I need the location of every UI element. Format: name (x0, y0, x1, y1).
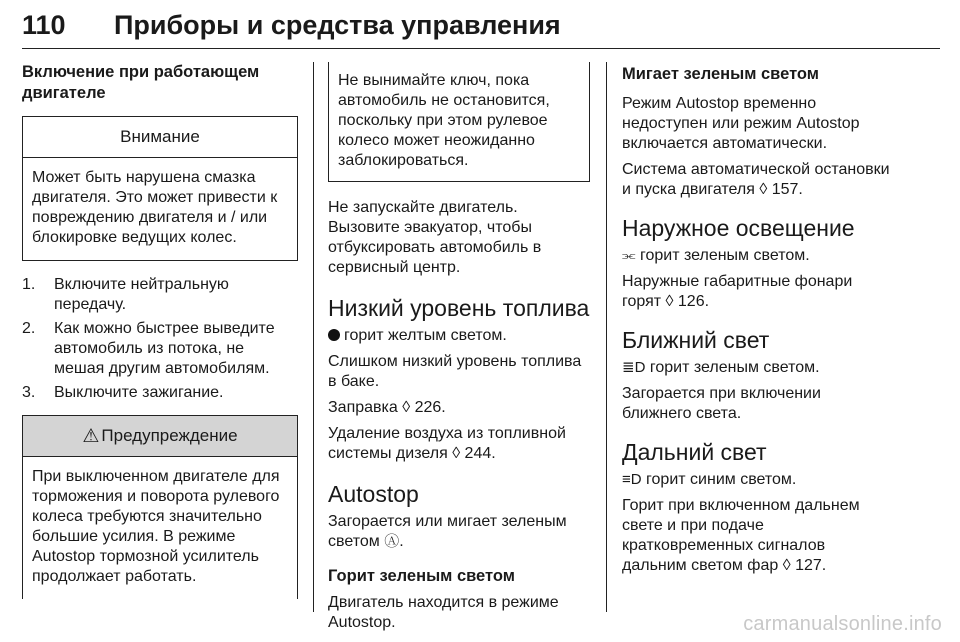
list-item: 3. Выключите зажигание. (22, 384, 224, 401)
warning-icon: ⚠ (82, 425, 100, 447)
heading-exterior-lights: Наружное освещение (622, 215, 855, 241)
list-item: 1. Включите нейтральную передачу. (22, 276, 229, 313)
ref-arrow-icon: ◊ (665, 293, 674, 310)
page-title: Приборы и средства управления (114, 10, 561, 40)
column-2 (328, 62, 590, 633)
warning-text: При выключенном двигателе для торможения и поворота рулевого колеса требуются значительно большие усилия. В режиме Autostop тормозной усилитель продолжает работать. (32, 468, 280, 585)
high-beam-text: Горит при включенном дальнем свете и при подаче кратковременных сигналов дальним светом фар ◊ 127. (622, 497, 860, 574)
warning-box-continued (328, 62, 590, 182)
ref-arrow-icon: ◊ (782, 557, 791, 574)
column-divider-1 (313, 62, 314, 612)
autostop-icon: Ⓐ (384, 533, 400, 550)
page-header (22, 6, 940, 49)
heading-high-beam: Дальний свет (622, 439, 767, 465)
column-1 (22, 62, 298, 599)
steps-list (22, 275, 298, 403)
ref-arrow-icon: ◊ (402, 399, 411, 416)
page-number: 110 (22, 10, 66, 40)
heading-autostop: Autostop (328, 481, 419, 507)
high-beam-indicator: ≡D горит синим светом. (622, 471, 797, 488)
low-beam-icon: ≣D (622, 359, 646, 376)
column-3 (622, 64, 894, 576)
fuel-indicator-icon (328, 329, 340, 341)
autostop-text: Загорается или мигает зеленым светом Ⓐ. (328, 513, 567, 550)
high-beam-icon: ≡D (622, 471, 642, 488)
watermark: carmanualsonline.info (743, 613, 942, 635)
warning-title: ⚠ Предупреждение (23, 416, 297, 457)
tow-text: Не запускайте двигатель. Вызовите эвакуатор, чтобы отбуксировать автомобиль в сервисный центр. (328, 199, 542, 276)
side-lights-icon: ⫘ (622, 247, 636, 264)
heading-autostop-green: Горит зеленым светом (328, 567, 515, 585)
warning-box (22, 415, 298, 599)
exterior-text: Наружные габаритные фонари горят ◊ 126. (622, 273, 853, 310)
warning-continued-text: Не вынимайте ключ, пока автомобиль не остановится, поскольку при этом рулевое колесо может неожиданно заблокироваться. (338, 72, 550, 169)
caution-box (22, 116, 298, 261)
heading-low-beam: Ближний свет (622, 327, 770, 353)
ref-arrow-icon: ◊ (452, 445, 461, 462)
heading-flash-green: Мигает зеленым светом (622, 65, 820, 83)
flash-text: Режим Autostop временно недоступен или режим Autostop включается автоматически. (622, 95, 860, 152)
autostop-system-ref: Система автоматической остановки и пуска двигателя ◊ 157. (622, 161, 890, 198)
caution-text: Может быть нарушена смазка двигателя. Это может привести к повреждению двигателя и / или блокировке ведущих колес. (32, 169, 278, 246)
refuel-ref: Заправка ◊ 226. (328, 399, 446, 416)
list-item: 2. Как можно быстрее выведите автомобиль из потока, не мешая другим автомобилям. (22, 320, 275, 377)
section-heading-restart: Включение при работающем двигателе (22, 63, 260, 102)
ref-arrow-icon: ◊ (759, 181, 768, 198)
caution-title: Внимание (23, 117, 297, 158)
heading-low-fuel: Низкий уровень топлива (328, 295, 590, 321)
low-fuel-desc: Слишком низкий уровень топлива в баке. (328, 353, 582, 390)
column-divider-2 (606, 62, 607, 612)
air-bleed-ref: Удаление воздуха из топливной системы дизеля ◊ 244. (328, 425, 566, 462)
exterior-indicator: ⫘ горит зеленым светом. (622, 247, 810, 264)
low-beam-text: Загорается при включении ближнего света. (622, 385, 821, 422)
autostop-green-text: Двигатель находится в режиме Autostop. (328, 594, 559, 631)
low-fuel-indicator: горит желтым светом. (328, 326, 590, 346)
low-beam-indicator: ≣D горит зеленым светом. (622, 359, 820, 376)
